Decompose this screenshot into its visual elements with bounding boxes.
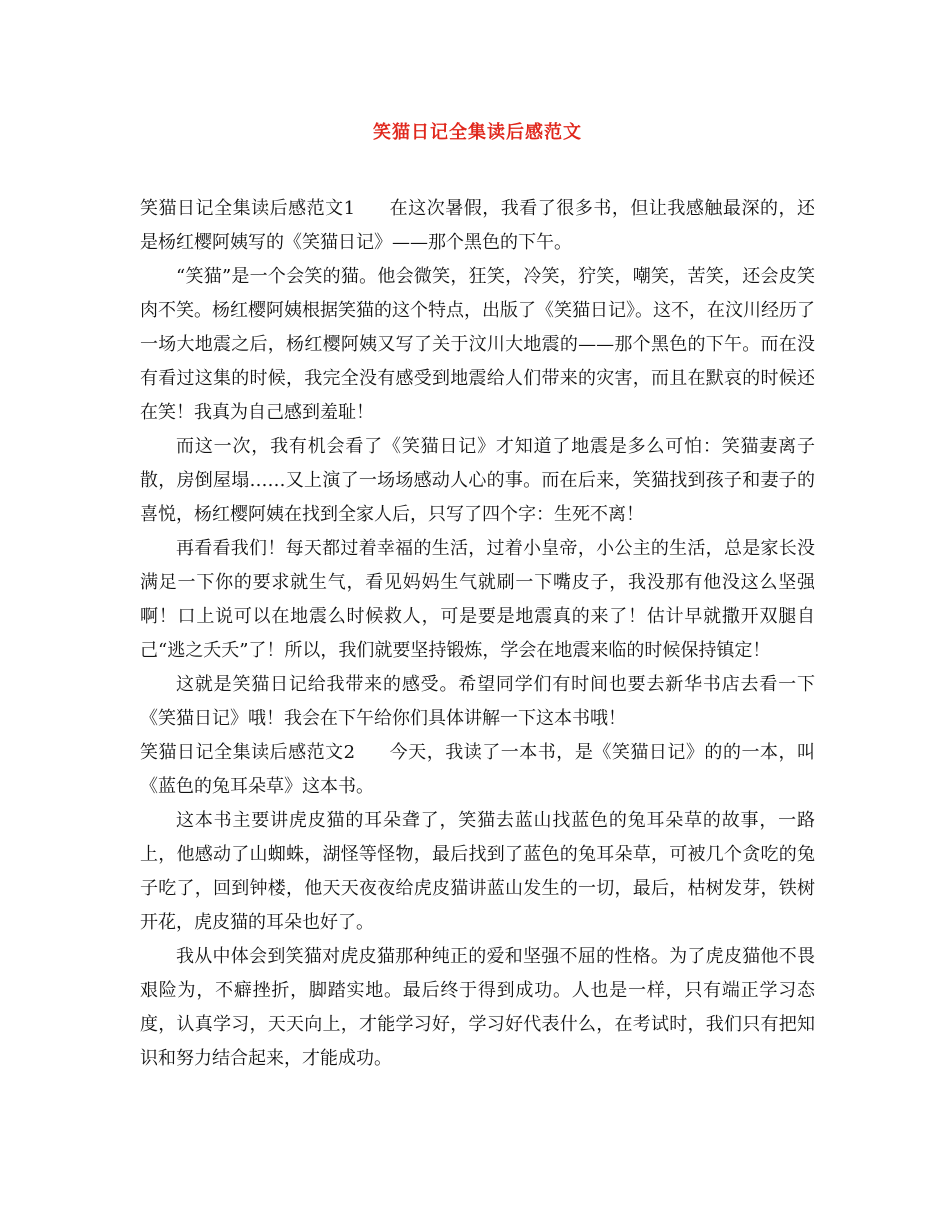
section-2-paragraph-1: 这本书主要讲虎皮猫的耳朵聋了，笑猫去蓝山找蓝色的兔耳朵草的故事，一路上，他感动了山蜘蛛，湖怪等怪物，最后找到了蓝色的兔耳朵草，可被几个贪吃的兔子吃了，回到钟楼，他天天夜夜给虎皮猫讲蓝山发生的一切，最后，枯树发芽，铁树开花，虎皮猫的耳朵也好了。 — [140, 810, 815, 933]
document-title: 笑猫日记全集读后感范文 — [373, 122, 582, 143]
section-2-lead: 今天，我读了一本书，是《笑猫日记》的的一本，叫《蓝色的兔耳朵草》这本书。 — [140, 742, 816, 797]
section-1-heading-paragraph — [140, 192, 815, 260]
document-body — [140, 192, 815, 1076]
section-1-paragraph-4: 这就是笑猫日记给我带来的感受。希望同学们有时间也要去新华书店去看一下《笑猫日记》哦！我会在下午给你们具体讲解一下这本书哦！ — [140, 674, 815, 729]
section-1-paragraph-3: 再看看我们！每天都过着幸福的生活，过着小皇帝，小公主的生活，总是家长没满足一下你的要求就生气，看见妈妈生气就刷一下嘴皮子，我没那有他没这么坚强啊！口上说可以在地震么时候救人，可是要是地震真的来了！估计早就撒开双腿自己“逃之夭夭”了！所以，我们就要坚持锻炼，学会在地震来临的时候保持镇定！ — [140, 538, 815, 661]
section-2-label: 笑猫日记全集读后感范文2 — [140, 742, 356, 763]
section-1-paragraph-2: 而这一次，我有机会看了《笑猫日记》才知道了地震是多么可怕：笑猫妻离子散，房倒屋塌……又上演了一场场感动人心的事。而在后来，笑猫找到孩子和妻子的喜悦，杨红樱阿姨在找到全家人后，只写了四个字：生死不离！ — [140, 436, 815, 525]
section-1-paragraph-1: “笑猫”是一个会笑的猫。他会微笑，狂笑，冷笑，狞笑，嘲笑，苦笑，还会皮笑肉不笑。杨红樱阿姨根据笑猫的这个特点，出版了《笑猫日记》。这不，在汶川经历了一场大地震之后，杨红樱阿姨又写了关于汶川大地震的——那个黑色的下午。而在没有看过这集的时候，我完全没有感受到地震给人们带来的灾害，而且在默哀的时候还在笑！我真为自己感到羞耻！ — [140, 266, 815, 423]
section-1-label: 笑猫日记全集读后感范文1 — [140, 198, 356, 219]
section-2-heading-paragraph — [140, 736, 815, 804]
section-1-lead: 在这次暑假，我看了很多书，但让我感触最深的，还是杨红樱阿姨写的《笑猫日记》——那个黑色的下午。 — [140, 198, 816, 253]
section-2-paragraph-2: 我从中体会到笑猫对虎皮猫那种纯正的爱和坚强不屈的性格。为了虎皮猫他不畏艰险为，不癖挫折，脚踏实地。最后终于得到成功。人也是一样，只有端正学习态度，认真学习，天天向上，才能学习好，学习好代表什么，在考试时，我们只有把知识和努力结合起来，才能成功。 — [140, 946, 815, 1069]
document-page — [140, 118, 815, 1076]
